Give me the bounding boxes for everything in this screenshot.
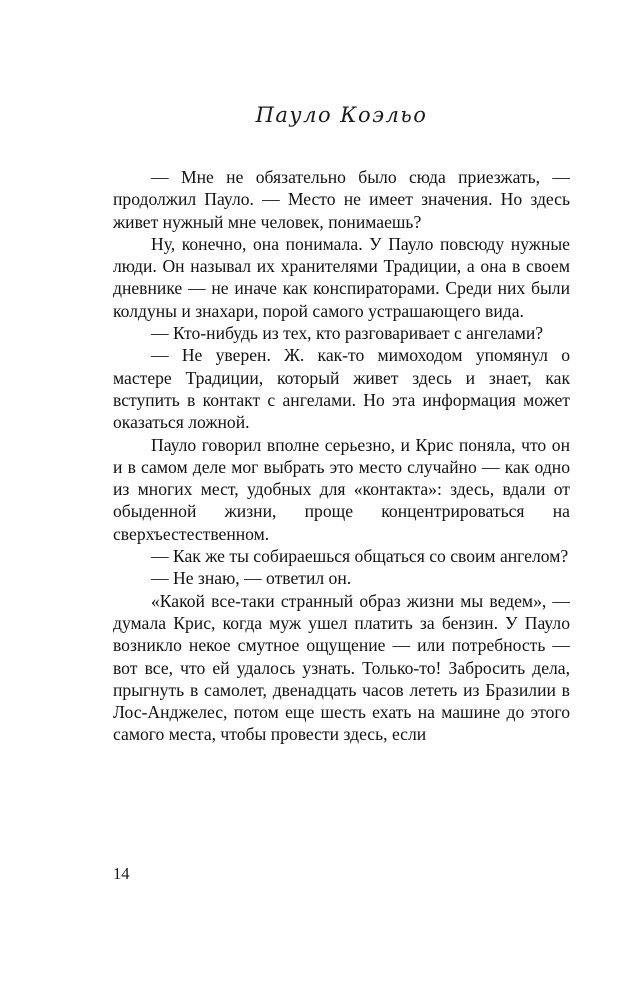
paragraph-dialogue-4: — Как же ты собираешься общаться со своим ангелом?: [151, 546, 569, 567]
paragraph-dialogue-2: — Кто-нибудь из тех, кто разговаривает с ангелами?: [151, 323, 544, 344]
page-number: 14: [113, 864, 130, 883]
paragraph-dialogue-1: — Мне не обязательно было сюда приезжать, — продолжил Пауло. — Место не имеет значения. Но здесь живет нужный мне человек, понимаешь?: [113, 167, 570, 232]
running-head-author: Пауло Коэльо: [255, 103, 428, 127]
paragraph-narration-2: Пауло говорил вполне серьезно, и Крис поняла, что он и в самом деле мог выбрать это место случайно — как одно из многих мест, удобных для «контакта»: здесь, вдали от обыденной жизни, проще концентрироваться на сверхъестественном.: [113, 434, 570, 544]
paragraph-dialogue-3: — Не уверен. Ж. как-то мимоходом упомянул о мастере Традиции, который живет здесь и знает, как вступить в контакт с ангелами. Но эта информация может оказаться ложной.: [113, 345, 570, 433]
paragraph-dialogue-5: — Не знаю, — ответил он.: [151, 568, 352, 589]
paragraph-narration-1: Ну, конечно, она понимала. У Пауло повсюду нужные люди. Он называл их хранителями Традиции, а она в своем дневнике — не иначе как конспираторами. Среди них были колдуны и знахари, порой самого устрашающего вида.: [113, 233, 570, 321]
paragraph-narration-3: «Какой все-таки странный образ жизни мы ведем», — думала Крис, когда муж ушел платить за бензин. У Пауло возникло некое смутное ощущение — или потребность — вот все, что ей удалось узнать. Только-то! Забросить дела, прыгнуть в самолет, двенадцать часов лететь из Бразилии в Лос-Анджелес, потом еще шесть ехать на машине до этого самого места, чтобы провести здесь, если: [113, 590, 570, 745]
body-text: [113, 166, 570, 746]
